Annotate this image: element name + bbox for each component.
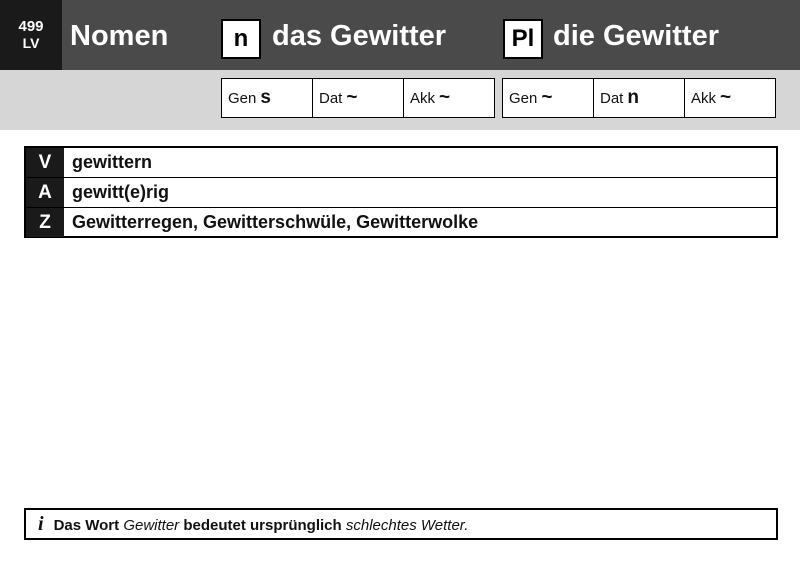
case-ending: ~	[346, 87, 358, 108]
info-icon: i	[38, 513, 44, 535]
singular-case-dat	[312, 78, 404, 118]
row-value: gewitt(e)rig	[72, 182, 169, 202]
plural-case-akk	[684, 78, 776, 118]
row-value: gewittern	[72, 152, 153, 172]
info-text-part2: bedeutet ursprünglich	[183, 517, 342, 534]
plural-form: die Gewitter	[553, 20, 719, 52]
singular-case-gen	[221, 78, 313, 118]
related-words-table	[24, 146, 778, 238]
card-code: LV	[22, 35, 40, 51]
case-name: Akk	[691, 90, 717, 107]
related-row-adjective	[26, 178, 776, 208]
card-number: 499	[18, 18, 44, 35]
info-note	[24, 508, 778, 540]
gender-label-neuter: n	[221, 19, 261, 59]
related-row-verb	[26, 148, 776, 178]
word-class-title: Nomen	[70, 20, 169, 52]
case-ending: ~	[720, 87, 732, 108]
singular-form: das Gewitter	[272, 20, 447, 52]
case-name: Gen	[228, 90, 257, 107]
row-value: Gewitterregen, Gewitterschwüle, Gewitterwolke	[72, 212, 479, 232]
card-id-badge	[0, 0, 62, 70]
info-meaning: schlechtes Wetter.	[345, 517, 469, 534]
case-ending: s	[260, 87, 271, 108]
info-text-part1: Das Wort	[53, 517, 120, 534]
row-key: A	[26, 178, 64, 207]
plural-case-gen	[502, 78, 594, 118]
plural-case-dat	[593, 78, 685, 118]
case-name: Akk	[410, 90, 436, 107]
case-name: Gen	[509, 90, 538, 107]
case-name: Dat	[600, 90, 624, 107]
case-ending: n	[627, 87, 639, 108]
singular-case-akk	[403, 78, 495, 118]
related-row-compounds	[26, 208, 776, 237]
case-ending: ~	[439, 87, 451, 108]
row-key: V	[26, 148, 64, 177]
case-name: Dat	[319, 90, 343, 107]
info-term: Gewitter	[123, 517, 180, 534]
plural-label: Pl	[503, 19, 543, 59]
case-ending: ~	[541, 87, 553, 108]
row-key: Z	[26, 208, 64, 237]
